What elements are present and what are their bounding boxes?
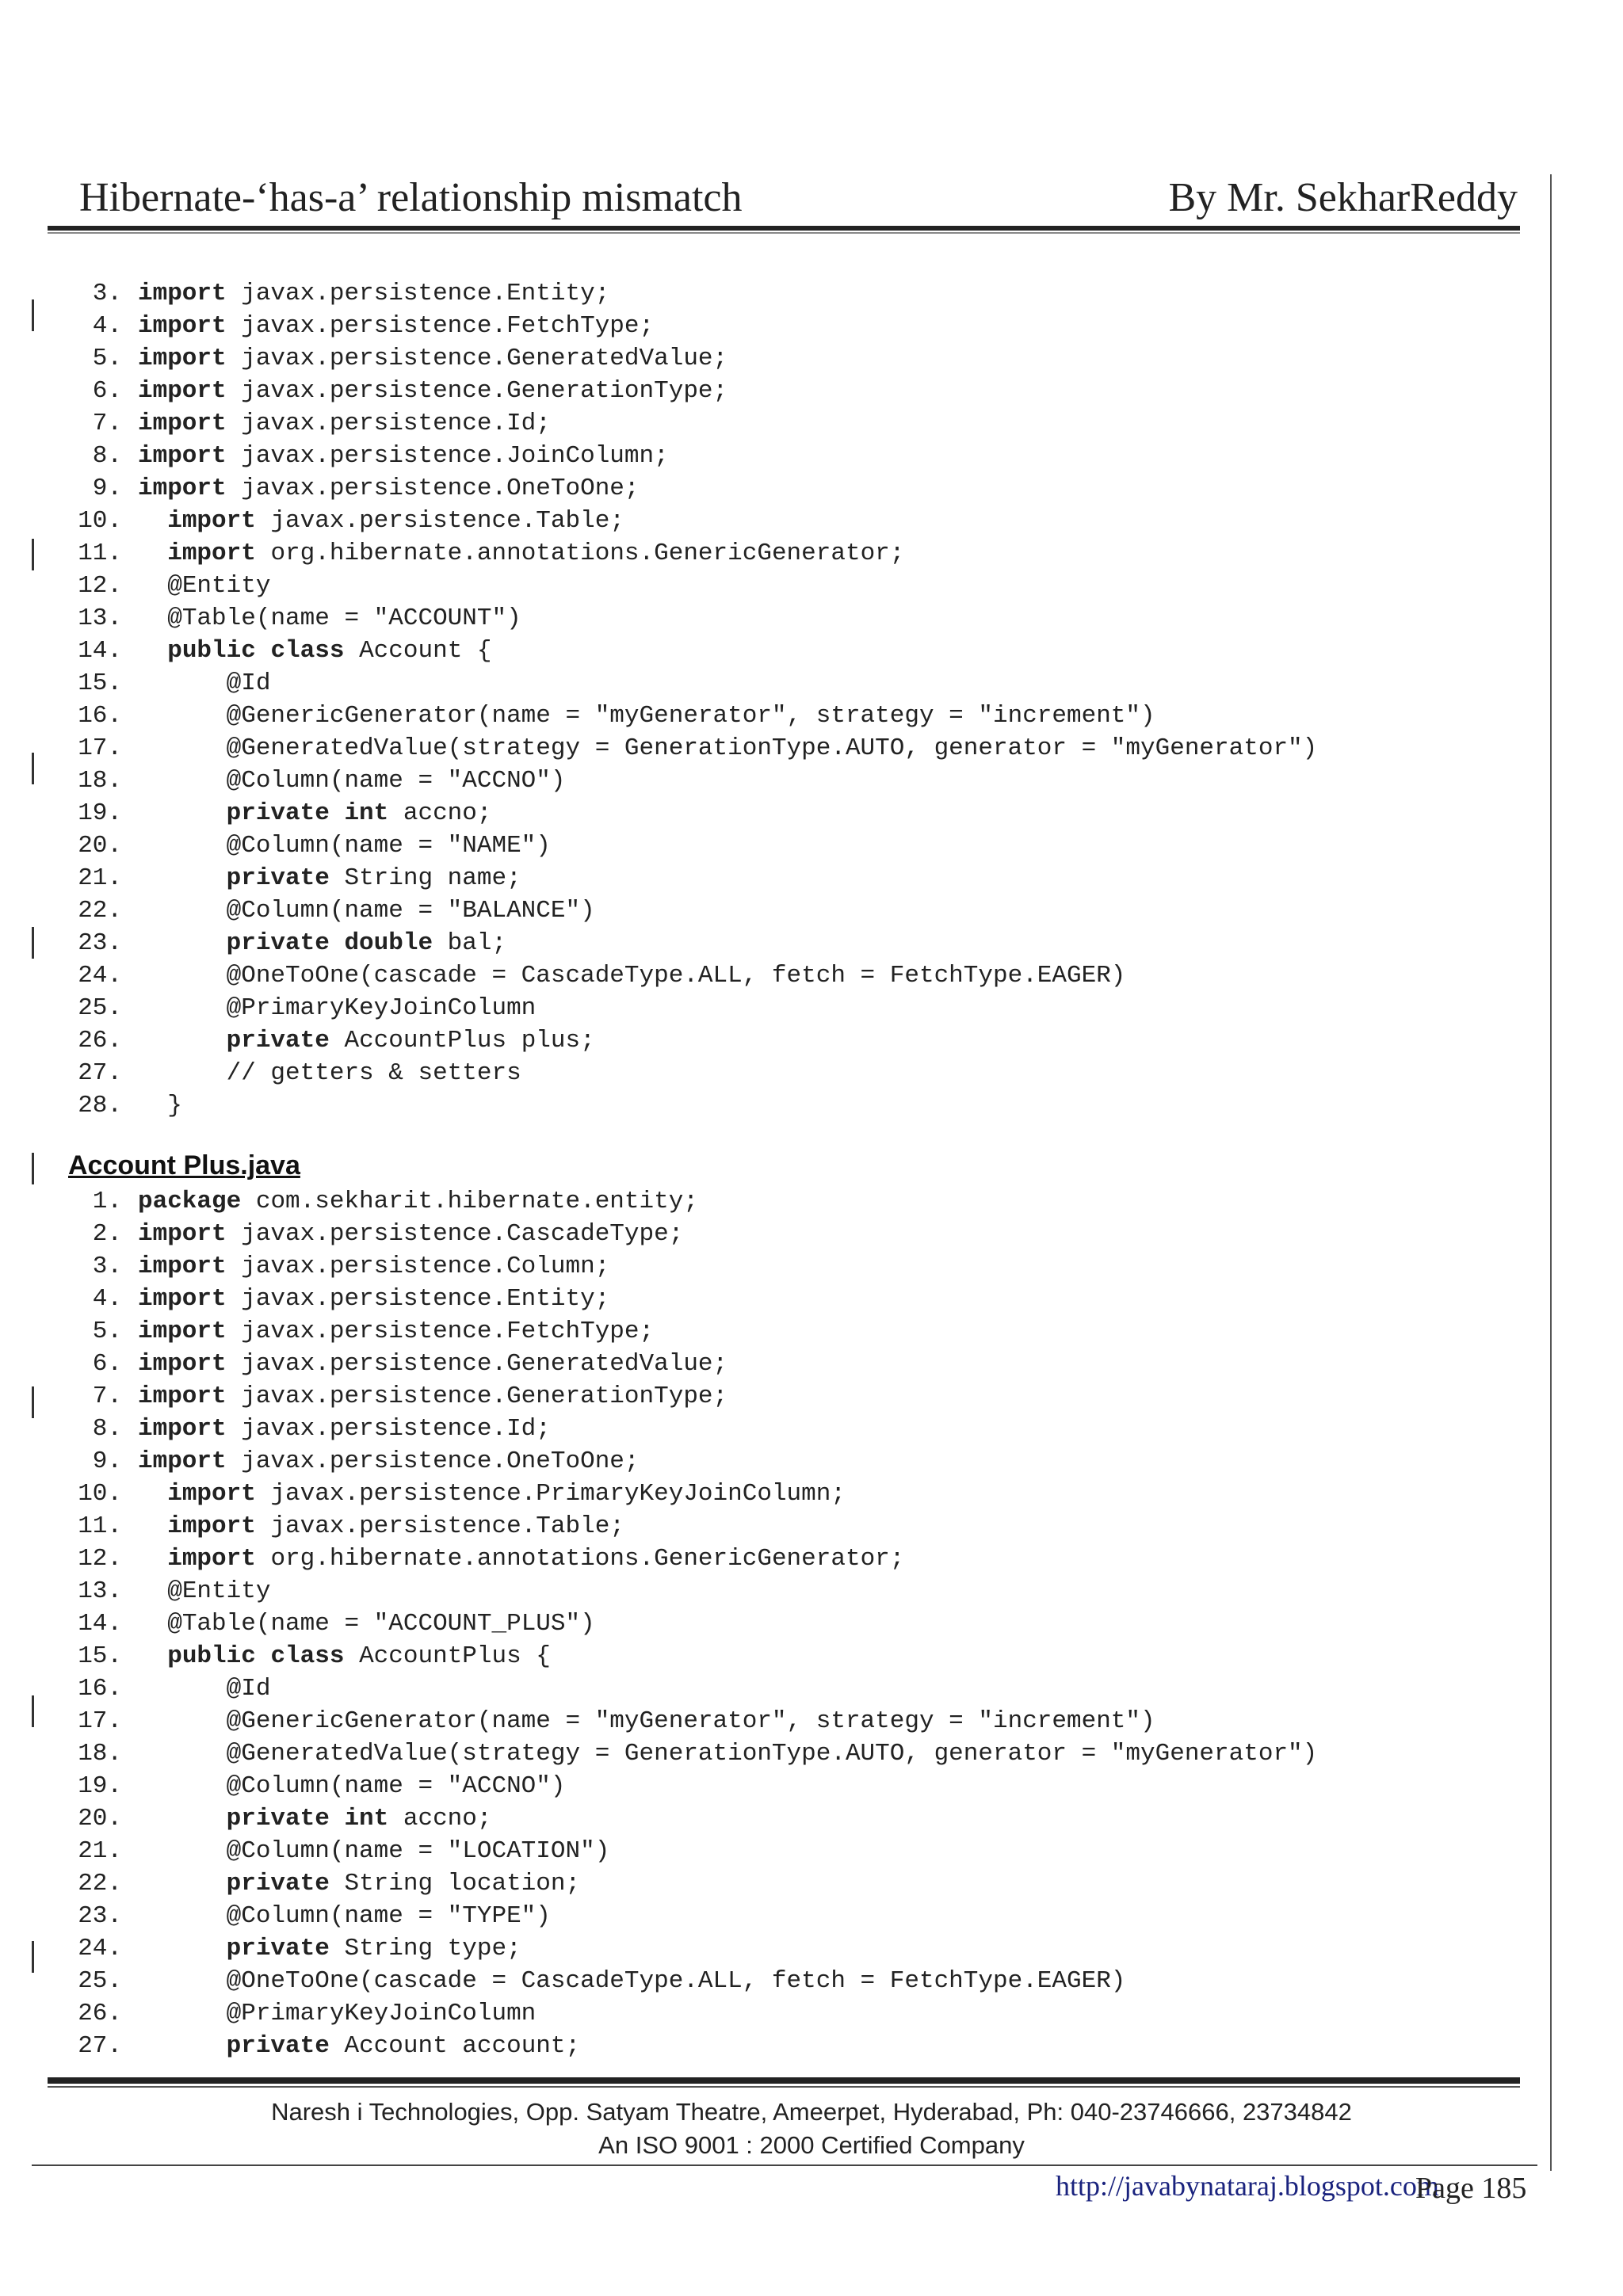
line-number: 16. (78, 702, 122, 730)
code-line (68, 1445, 1495, 1478)
code-text: Account { (344, 637, 492, 665)
code-text: AccountPlus { (344, 1642, 551, 1670)
margin-mark (32, 539, 34, 570)
line-number: 12. (78, 572, 122, 600)
code-line (68, 505, 1495, 537)
code-text: @GenericGenerator(name = "myGenerator", strategy = "increment") (226, 1707, 1155, 1735)
margin-mark (32, 753, 34, 784)
code-keyword: private int (226, 1805, 389, 1833)
margin-mark (32, 1695, 34, 1727)
code-line (68, 1932, 1495, 1965)
line-number: 24. (78, 962, 122, 990)
line-number: 20. (78, 1805, 122, 1833)
code-line (68, 1867, 1495, 1900)
code-line (68, 1997, 1495, 2030)
line-number: 11. (78, 1512, 122, 1540)
code-text: org.hibernate.annotations.GenericGenerator; (255, 1545, 905, 1573)
footer-address: Naresh i Technologies, Opp. Satyam Theatre, Ameerpet, Hyderabad, Ph: 040-23746666, 23734842 (271, 2098, 1352, 2126)
line-number: 21. (78, 1837, 122, 1865)
code-line (68, 1024, 1495, 1057)
code-line (68, 992, 1495, 1024)
code-text: @Column(name = "NAME") (226, 832, 551, 860)
code-line (68, 570, 1495, 602)
line-number: 25. (78, 994, 122, 1022)
code-keyword: private double (226, 929, 433, 957)
code-keyword: public class (167, 1642, 345, 1670)
code-line (68, 1478, 1495, 1510)
code-text: @Table(name = "ACCOUNT_PLUS") (167, 1610, 595, 1638)
file-heading: Account Plus.java (68, 1150, 300, 1180)
margin-mark (32, 927, 34, 959)
code-text: @PrimaryKeyJoinColumn (226, 2000, 537, 2027)
code-line (68, 1348, 1495, 1380)
code-line (68, 959, 1495, 992)
code-text: javax.persistence.GenerationType; (226, 377, 728, 405)
code-text: Account account; (329, 2032, 581, 2060)
code-line (68, 1413, 1495, 1445)
code-line (68, 1283, 1495, 1315)
code-line (68, 2030, 1495, 2062)
line-number: 8. (92, 1415, 122, 1443)
line-number: 20. (78, 832, 122, 860)
code-text: accno; (388, 1805, 492, 1833)
line-number: 15. (78, 1642, 122, 1670)
footer-certification: An ISO 9001 : 2000 Certified Company (598, 2131, 1025, 2159)
code-text: @Entity (167, 1577, 271, 1605)
code-keyword: import (138, 345, 227, 372)
line-number: 10. (78, 507, 122, 535)
code-text: @Column(name = "ACCNO") (226, 1772, 566, 1800)
line-number: 6. (92, 377, 122, 405)
code-keyword: private int (226, 799, 389, 827)
code-line (68, 1057, 1495, 1089)
code-text: javax.persistence.GeneratedValue; (226, 345, 728, 372)
code-text: String name; (329, 864, 521, 892)
line-number: 18. (78, 1740, 122, 1768)
line-number: 16. (78, 1675, 122, 1703)
code-text: javax.persistence.Column; (226, 1253, 610, 1280)
code-line (68, 310, 1495, 342)
code-text: com.sekharit.hibernate.entity; (241, 1188, 698, 1215)
line-number: 13. (78, 1577, 122, 1605)
code-text: javax.persistence.FetchType; (226, 1318, 655, 1345)
line-number: 15. (78, 669, 122, 697)
code-line (68, 700, 1495, 732)
bottom-rule (32, 2164, 1537, 2166)
code-line (68, 1835, 1495, 1867)
code-keyword: private (226, 1027, 330, 1055)
code-text: org.hibernate.annotations.GenericGenerator; (255, 540, 905, 567)
code-text: @Column(name = "ACCNO") (226, 767, 566, 795)
code-keyword: import (138, 410, 227, 437)
code-line (68, 1608, 1495, 1640)
code-keyword: import (138, 442, 227, 470)
code-text: javax.persistence.Entity; (226, 1285, 610, 1313)
code-keyword: import (138, 1318, 227, 1345)
page-number: Page 185 (1415, 2172, 1527, 2205)
line-number: 2. (92, 1220, 122, 1248)
code-text: @Entity (167, 572, 271, 600)
code-text: } (167, 1092, 182, 1119)
code-text: javax.persistence.JoinColumn; (226, 442, 669, 470)
code-keyword: package (138, 1188, 242, 1215)
footer-rule (48, 2077, 1520, 2084)
code-line (68, 862, 1495, 894)
code-text: @Table(name = "ACCOUNT") (167, 605, 521, 632)
code-line (68, 765, 1495, 797)
line-number: 19. (78, 799, 122, 827)
margin-mark (32, 1941, 34, 1973)
code-line (68, 1250, 1495, 1283)
code-block-account-plus (68, 1185, 1495, 2062)
code-keyword: import (138, 475, 227, 502)
code-line (68, 1380, 1495, 1413)
code-line (68, 1672, 1495, 1705)
code-line (68, 1802, 1495, 1835)
line-number: 5. (92, 1318, 122, 1345)
line-number: 10. (78, 1480, 122, 1508)
blog-url: http://javabynataraj.blogspot.com (1056, 2170, 1439, 2202)
code-text: javax.persistence.CascadeType; (226, 1220, 684, 1248)
code-line (68, 1218, 1495, 1250)
line-number: 26. (78, 2000, 122, 2027)
code-text: @GeneratedValue(strategy = GenerationType.AUTO, generator = "myGenerator") (226, 734, 1318, 762)
margin-mark (32, 299, 34, 331)
code-text: @OneToOne(cascade = CascadeType.ALL, fetch = FetchType.EAGER) (226, 1967, 1126, 1995)
code-keyword: import (138, 1220, 227, 1248)
line-number: 7. (92, 1383, 122, 1410)
line-number: 19. (78, 1772, 122, 1800)
footer-rule-thin (48, 2086, 1520, 2088)
margin-mark (32, 1386, 34, 1418)
code-text: javax.persistence.Entity; (226, 280, 610, 307)
code-text: javax.persistence.Table; (255, 1512, 624, 1540)
code-line (68, 667, 1495, 700)
code-line (68, 407, 1495, 440)
line-number: 5. (92, 345, 122, 372)
code-line (68, 1575, 1495, 1608)
code-text: @Id (226, 1675, 271, 1703)
line-number: 24. (78, 1935, 122, 1962)
header-rule-thin (48, 232, 1520, 234)
code-keyword: import (167, 1512, 256, 1540)
line-number: 7. (92, 410, 122, 437)
line-number: 14. (78, 637, 122, 665)
line-number: 3. (92, 1253, 122, 1280)
code-keyword: import (138, 377, 227, 405)
line-number: 9. (92, 1447, 122, 1475)
line-number: 17. (78, 1707, 122, 1735)
code-text: @Column(name = "LOCATION") (226, 1837, 610, 1865)
line-number: 23. (78, 929, 122, 957)
code-keyword: import (138, 1350, 227, 1378)
line-number: 21. (78, 864, 122, 892)
code-line (68, 1640, 1495, 1672)
line-number: 4. (92, 1285, 122, 1313)
code-keyword: public class (167, 637, 345, 665)
code-line (68, 732, 1495, 765)
code-text: javax.persistence.Id; (226, 410, 551, 437)
code-text: @Id (226, 669, 271, 697)
code-line (68, 342, 1495, 375)
code-text: @OneToOne(cascade = CascadeType.ALL, fetch = FetchType.EAGER) (226, 962, 1126, 990)
code-keyword: import (138, 1447, 227, 1475)
code-line (68, 635, 1495, 667)
document-author: By Mr. SekharReddy (1168, 175, 1518, 220)
code-line (68, 830, 1495, 862)
code-text: javax.persistence.OneToOne; (226, 475, 640, 502)
code-text: @PrimaryKeyJoinColumn (226, 994, 537, 1022)
code-keyword: import (138, 1415, 227, 1443)
code-line (68, 537, 1495, 570)
code-keyword: import (167, 1480, 256, 1508)
code-text: javax.persistence.GenerationType; (226, 1383, 728, 1410)
line-number: 27. (78, 1059, 122, 1087)
code-keyword: import (138, 1285, 227, 1313)
line-number: 17. (78, 734, 122, 762)
code-keyword: private (226, 2032, 330, 2060)
code-line (68, 1770, 1495, 1802)
code-keyword: import (167, 1545, 256, 1573)
line-number: 3. (92, 280, 122, 307)
line-number: 12. (78, 1545, 122, 1573)
code-text: AccountPlus plus; (329, 1027, 595, 1055)
code-keyword: import (138, 1253, 227, 1280)
code-text: javax.persistence.OneToOne; (226, 1447, 640, 1475)
line-number: 22. (78, 1870, 122, 1897)
code-line (68, 797, 1495, 830)
code-text: String type; (329, 1935, 521, 1962)
header-rule (48, 226, 1520, 231)
code-keyword: import (138, 280, 227, 307)
code-text: @GenericGenerator(name = "myGenerator", strategy = "increment") (226, 702, 1155, 730)
line-number: 26. (78, 1027, 122, 1055)
code-line (68, 1737, 1495, 1770)
line-number: 4. (92, 312, 122, 340)
code-keyword: private (226, 1935, 330, 1962)
code-text: // getters & setters (226, 1059, 521, 1087)
code-keyword: import (167, 540, 256, 567)
code-keyword: import (138, 1383, 227, 1410)
code-keyword: private (226, 864, 330, 892)
line-number: 28. (78, 1092, 122, 1119)
code-line (68, 277, 1495, 310)
code-line (68, 1185, 1495, 1218)
code-text: javax.persistence.GeneratedValue; (226, 1350, 728, 1378)
line-number: 6. (92, 1350, 122, 1378)
code-text: @Column(name = "BALANCE") (226, 897, 595, 925)
code-keyword: import (167, 507, 256, 535)
code-text: @Column(name = "TYPE") (226, 1902, 551, 1930)
line-number: 1. (92, 1188, 122, 1215)
line-number: 25. (78, 1967, 122, 1995)
code-line (68, 1705, 1495, 1737)
code-keyword: import (138, 312, 227, 340)
page-header (79, 174, 1518, 230)
line-number: 27. (78, 2032, 122, 2060)
code-block-account (68, 277, 1495, 1122)
code-line (68, 1315, 1495, 1348)
code-line (68, 440, 1495, 472)
line-number: 18. (78, 767, 122, 795)
line-number: 9. (92, 475, 122, 502)
code-line (68, 894, 1495, 927)
code-line (68, 602, 1495, 635)
code-line (68, 1089, 1495, 1122)
code-text: String location; (329, 1870, 581, 1897)
code-text: javax.persistence.FetchType; (226, 312, 655, 340)
line-number: 23. (78, 1902, 122, 1930)
line-number: 14. (78, 1610, 122, 1638)
code-text: accno; (388, 799, 492, 827)
line-number: 13. (78, 605, 122, 632)
code-line (68, 1510, 1495, 1543)
code-text: javax.persistence.Table; (255, 507, 624, 535)
line-number: 11. (78, 540, 122, 567)
code-line (68, 375, 1495, 407)
code-text: @GeneratedValue(strategy = GenerationType.AUTO, generator = "myGenerator") (226, 1740, 1318, 1768)
code-text: javax.persistence.PrimaryKeyJoinColumn; (255, 1480, 846, 1508)
code-line (68, 1900, 1495, 1932)
code-line (68, 1543, 1495, 1575)
code-keyword: private (226, 1870, 330, 1897)
code-text: bal; (433, 929, 507, 957)
code-line (68, 927, 1495, 959)
code-line (68, 472, 1495, 505)
document-title: Hibernate-‘has-a’ relationship mismatch (79, 175, 743, 220)
code-text: javax.persistence.Id; (226, 1415, 551, 1443)
code-line (68, 1965, 1495, 1997)
line-number: 22. (78, 897, 122, 925)
line-number: 8. (92, 442, 122, 470)
margin-mark (32, 1153, 34, 1184)
